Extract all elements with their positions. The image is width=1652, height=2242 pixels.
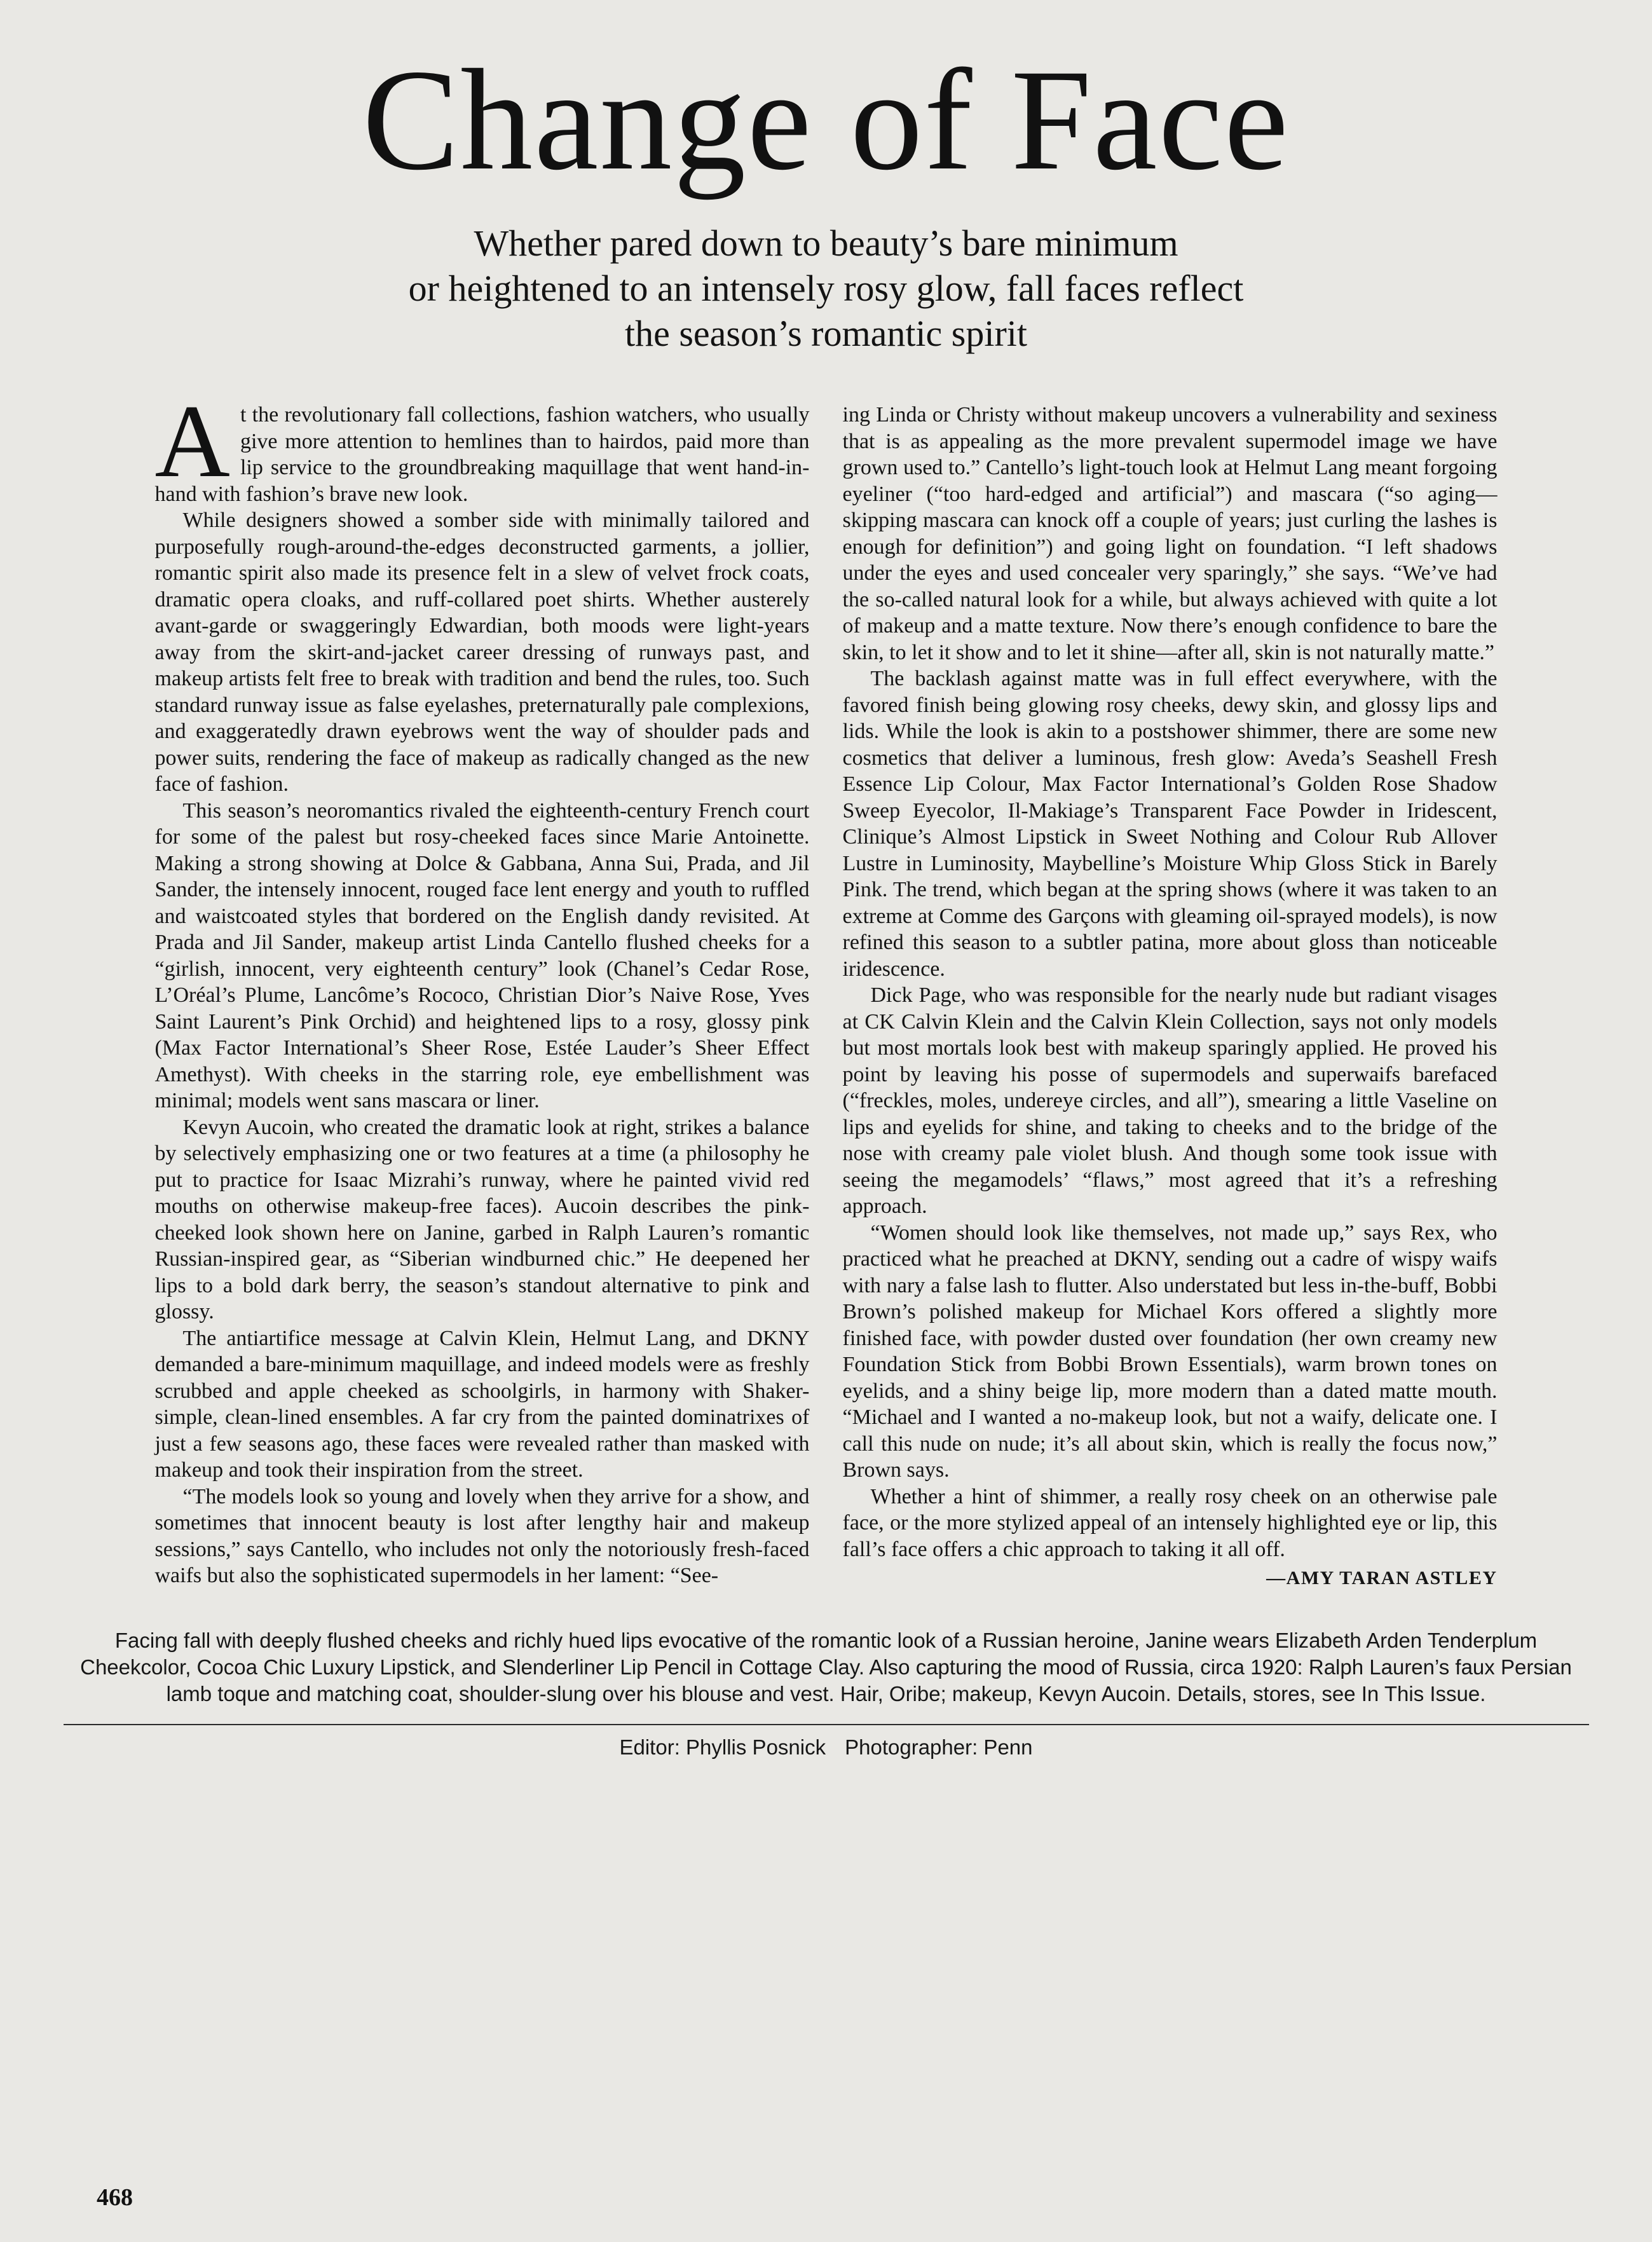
article-paragraph: While designers showed a somber side with minimally tailored and purposefully rough-around-the-edges deconstructed garments, a jollier, romantic spirit also made its presence felt in a slew of velvet frock coats, dramatic opera cloaks, and ruff-collared poet shirts. Whether austerely avant-garde or swaggeringly Edwardian, both moods were light-years away from the skirt-and-jacket career dressing of runways past, and makeup artists felt free to break with tradition and bend the rules, too. Such standard runway issue as false eyelashes, preternaturally pale complexions, and exaggeratedly drawn eyebrows went the way of shoulder pads and power suits, rendering the face of makeup as radically changed as the new face of fashion.: [154, 509, 810, 796]
subtitle: [0, 221, 1652, 356]
article-paragraph: Dick Page, who was responsible for the nearly nude but radiant visages at CK Calvin Klein and the Calvin Klein Collection, says not only models but most mortals look best with makeup sparingly applied. He proved his point by leaving his posse of supermodels and superwaifs barefaced (“freckles, moles, undereye circles, and all”), smearing a little Vaseline on lips and eyelids for shine, and taking to cheeks and to the bridge of the nose with creamy pale violet blush. And though some took issue with seeing the megamodels’ “flaws,” most agreed that it’s a refreshing approach.: [842, 983, 1498, 1219]
article-paragraph: ing Linda or Christy without makeup uncovers a vulnerability and sexiness that is as appealing as the more prevalent supermodel image we have grown used to.” Cantello’s light-touch look at Helmut Lang meant forgoing eyeliner (“too hard-edged and artificial”) and mascara (“so aging—skipping mascara can knock off a couple of years; just curling the lashes is enough for definition”) and going light on foundation. “I left shadows under the eyes and used concealer very sparingly,” she says. “We’ve had the so-called natural look for a while, but always achieved with quite a lot of makeup and a matte texture. Now there’s enough confidence to bare the skin, to let it show and to let it shine—after all, skin is not naturally matte.”: [842, 403, 1498, 664]
paragraph-text: t the revolutionary fall collections, fashion watchers, who usually give more attention to hemlines than to hairdos, paid more than lip service to the groundbreaking maquillage that went hand-in-hand with fashion’s brave new look.: [154, 403, 810, 506]
page-title: Change of Face: [362, 40, 1290, 200]
editor-credit: Editor: Phyllis Posnick: [619, 1735, 826, 1759]
article-paragraph: Whether a hint of shimmer, a really rosy cheek on an otherwise pale face, or the more stylized appeal of an intensely highlighted eye or lip, this fall’s face offers a chic approach to taking it all off.: [842, 1484, 1498, 1561]
photographer-credit: Photographer: Penn: [845, 1735, 1033, 1759]
article-paragraph: The backlash against matte was in full effect everywhere, with the favored finish being glowing rosy cheeks, dewy skin, and glossy lips and lids. While the look is akin to a postshower shimmer, there are some new cosmetics that deliver a luminous, fresh glow: Aveda’s Seashell Fresh Essence Lip Colour, Max Factor International’s Golden Rose Shadow Sweep Eyecolor, Il-Makiage’s Transparent Face Powder in Iridescent, Clinique’s Almost Lipstick in Sweet Nothing and Colour Rub Allover Lustre in Luminosity, Maybelline’s Moisture Whip Gloss Stick in Barely Pink. The trend, which began at the spring shows (where it was taken to an extreme at Comme des Garçons with gleaming oil-sprayed models), is now refined this season to a subtler patina, more about gloss than noticeable iridescence.: [842, 667, 1498, 981]
subtitle-line: or heightened to an intensely rosy glow, fall faces reflect: [408, 268, 1244, 310]
photo-caption: Facing fall with deeply flushed cheeks and richly hued lips evocative of the romantic look of a Russian heroine, Janine wears Elizabeth Arden Tenderplum Cheekcolor, Cocoa Chic Luxury Lipstick, and Slenderliner Lip Pencil in Cottage Clay. Also capturing the mood of Russia, circa 1920: Ralph Lauren’s faux Persian lamb toque and matching coat, shoulder-slung over his blouse and vest. Hair, Oribe; makeup, Kevyn Aucoin. Details, stores, see In This Issue.: [80, 1628, 1572, 1705]
drop-cap: A: [154, 384, 230, 500]
page-number: 468: [97, 2184, 133, 2211]
article-column-left: [154, 384, 810, 1592]
article-body: [154, 384, 1498, 1592]
subtitle-line: Whether pared down to beauty’s bare minimum: [474, 222, 1178, 264]
subtitle-line: the season’s romantic spirit: [624, 313, 1028, 355]
divider-rule: [64, 1724, 1589, 1725]
article-paragraph: The antiartifice message at Calvin Klein, Helmut Lang, and DKNY demanded a bare-minimum maquillage, and indeed models were as freshly scrubbed and apple cheeked as schoolgirls, in harmony with Shaker-simple, clean-lined ensembles. A far cry from the painted dominatrixes of just a few seasons ago, these faces were revealed rather than masked with makeup and took their inspiration from the street.: [154, 1326, 810, 1482]
byline: —AMY TARAN ASTLEY: [1266, 1568, 1498, 1589]
article-paragraph: “Women should look like themselves, not made up,” says Rex, who practiced what he preached at DKNY, sending out a cadre of wispy waifs with nary a false lash to flutter. Also understated but less in-the-buff, Bobbi Brown’s polished makeup for Michael Kors offered a slightly more finished face, with powder dusted over foundation (her own creamy new Foundation Stick from Bobbi Brown Essentials), warm brown tones on eyelids, and a shiny beige lip, more modern than a dated matte mouth. “Michael and I wanted a no-makeup look, but not a waify, delicate one. I call this nude on nude; it’s all about skin, which is really the focus now,” Brown says.: [842, 1220, 1498, 1482]
article-column-right: [843, 402, 1498, 1592]
article-paragraph: This season’s neoromantics rivaled the eighteenth-century French court for some of the palest but rosy-cheeked faces since Marie Antoinette. Making a strong showing at Dolce & Gabbana, Anna Sui, Prada, and Jil Sander, the intensely innocent, rouged face lent energy and youth to ruffled and waistcoated styles that bordered on the English dandy revisited. At Prada and Jil Sander, makeup artist Linda Cantello flushed cheeks for a “girlish, innocent, very eighteenth century” look (Chanel’s Cedar Rose, L’Oréal’s Plume, Lancôme’s Rococo, Christian Dior’s Naive Rose, Yves Saint Laurent’s Pink Orchid) and heightened lips to a rosy, glossy pink (Max Factor International’s Sheer Rose, Estée Lauder’s Sheer Effect Amethyst). With cheeks in the starring role, eye embellishment was minimal; models went sans mascara or liner.: [154, 798, 810, 1113]
article-paragraph: [154, 384, 810, 507]
article-paragraph: Kevyn Aucoin, who created the dramatic look at right, strikes a balance by selectively emphasizing one or two features at a time (a philosophy he put to practice for Isaac Mizrahi’s runway, where he painted vivid red mouths on otherwise makeup-free faces). Aucoin describes the pink-cheeked look shown here on Janine, garbed in Ralph Lauren’s romantic Russian-inspired gear, as “Siberian windburned chic.” He deepened her lips to a bold dark berry, the season’s standout alternative to pink and glossy.: [154, 1115, 810, 1324]
credits-line: [0, 1735, 1652, 1760]
article-paragraph: “The models look so young and lovely when they arrive for a show, and sometimes that innocent beauty is lost after lengthy hair and makeup sessions,” says Cantello, who includes not only the notoriously fresh-faced waifs but also the sophisticated supermodels in her lament: “See-: [154, 1484, 810, 1588]
